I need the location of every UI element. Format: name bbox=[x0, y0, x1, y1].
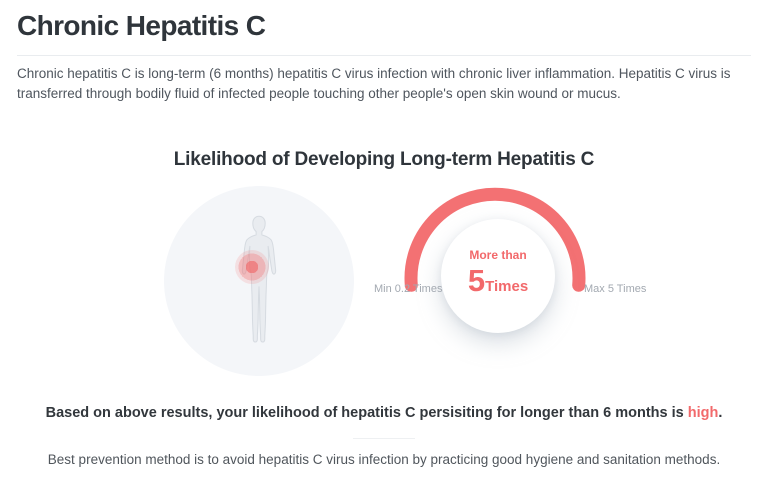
summary-divider bbox=[353, 438, 415, 439]
gauge-max-label: Max 5 Times bbox=[584, 283, 647, 295]
gauge-value-number: 5 bbox=[467, 263, 486, 298]
result-statement bbox=[0, 405, 768, 421]
gauge-min-label: Min 0.2 Times bbox=[374, 283, 443, 295]
body-figure-circle bbox=[164, 186, 354, 376]
gauge-value-prefix: More than bbox=[469, 248, 527, 262]
result-statement-text: Based on above results, your likelihood of hepatitis C persisiting for longer than 6 months is bbox=[45, 405, 688, 421]
gauge-value-unit: Times bbox=[485, 278, 529, 295]
page-title: Chronic Hepatitis C bbox=[17, 10, 266, 41]
gauge-value bbox=[441, 263, 555, 299]
result-statement-period: . bbox=[718, 405, 723, 421]
title-divider bbox=[17, 55, 751, 56]
prevention-note: Best prevention method is to avoid hepatitis C virus infection by practicing good hygiene and sanitation methods. bbox=[47, 452, 721, 467]
gauge-value-bubble bbox=[441, 219, 555, 333]
likelihood-section-heading: Likelihood of Developing Long-term Hepatitis C bbox=[173, 149, 595, 170]
liver-highlight-icon bbox=[235, 250, 269, 284]
result-level-badge: high bbox=[687, 405, 719, 421]
page-description: Chronic hepatitis C is long-term (6 months) hepatitis C virus infection with chronic liver inflammation. Hepatitis C virus is transferred through bodily fluid of infected people touching other people's open skin wound or mucus. bbox=[17, 66, 731, 101]
